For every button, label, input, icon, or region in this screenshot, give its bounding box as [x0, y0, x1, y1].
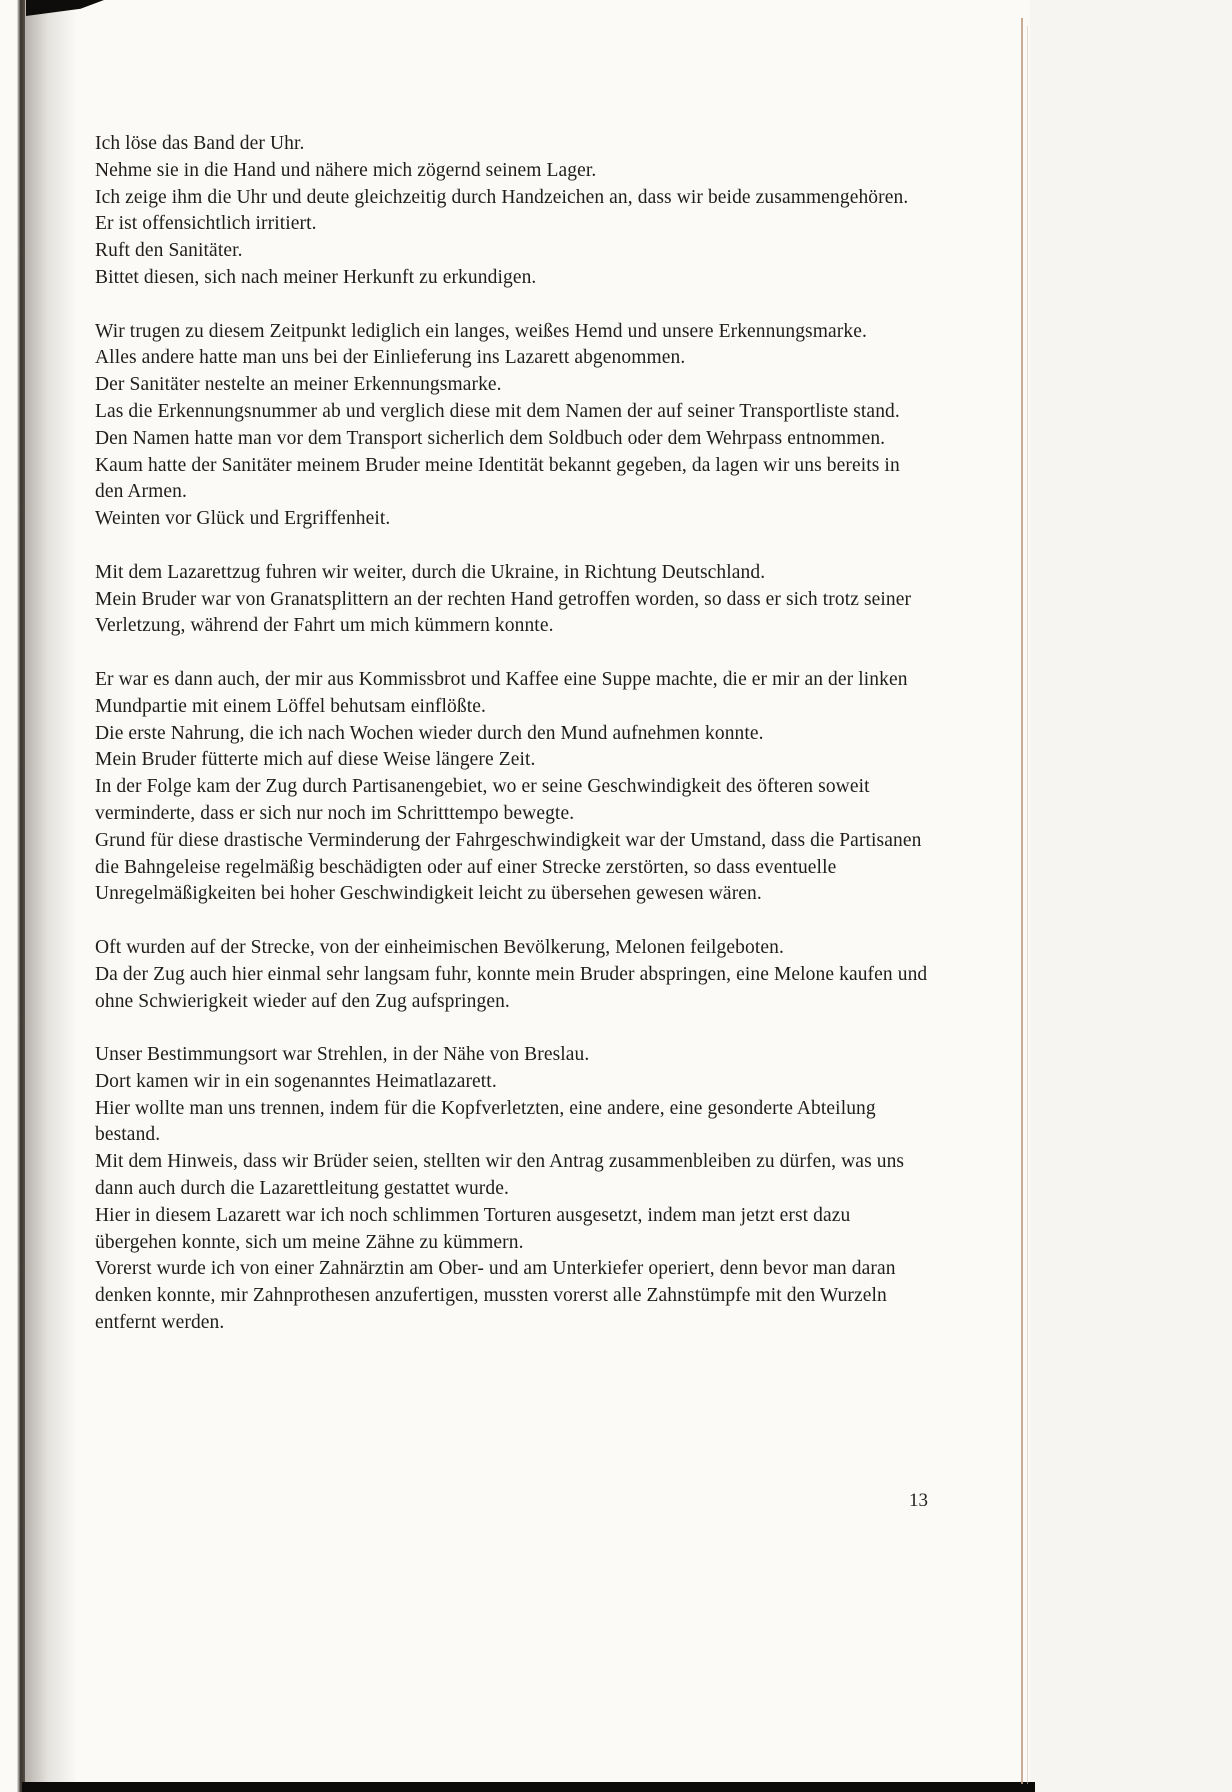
- sentence: Mit dem Lazarettzug fuhren wir weiter, durch die Ukraine, in Richtung Deutschland.: [95, 561, 766, 583]
- sentence: Bittet diesen, sich nach meiner Herkunft zu erkundigen.: [95, 266, 537, 288]
- paragraph: [95, 319, 928, 533]
- sentence: Ruft den Sanitäter.: [95, 240, 243, 262]
- sentence: Kaum hatte der Sanitäter meinem Bruder meine Identität bekannt gegeben, da lagen wir uns bereits in den Armen.: [95, 454, 900, 503]
- sentence: Die erste Nahrung, die ich nach Wochen wieder durch den Mund aufnehmen konnte.: [95, 722, 764, 744]
- sentence: Den Namen hatte man vor dem Transport sicherlich dem Soldbuch oder dem Wehrpass entnommen.: [95, 427, 886, 449]
- sentence: Las die Erkennungsnummer ab und verglich diese mit dem Namen der auf seiner Transportliste stand.: [95, 400, 900, 422]
- paragraph: [95, 131, 928, 292]
- scan-left-edge-strip: [17, 0, 25, 1792]
- page-edge-line-secondary: [1027, 26, 1028, 1784]
- sentence: Grund für diese drastische Verminderung der Fahrgeschwindigkeit war der Umstand, dass die Partisanen die Bahngeleise regelmäßig beschädigten oder auf einer Strecke zerstörten, so dass eventuelle Unregelmäßigkeiten bei hoher Geschwindigkeit leicht zu übersehen gewesen wären.: [95, 829, 922, 905]
- sentence: Da der Zug auch hier einmal sehr langsam fuhr, konnte mein Bruder abspringen, eine Melone kaufen und ohne Schwierigkeit wieder auf den Zug aufspringen.: [95, 963, 928, 1012]
- sentence: Ich löse das Band der Uhr.: [95, 133, 305, 154]
- sentence: Alles andere hatte man uns bei der Einlieferung ins Lazarett abgenommen.: [95, 347, 686, 369]
- scan-right-margin: [1030, 0, 1232, 1792]
- paragraph: [95, 1042, 928, 1337]
- sentence: Mein Bruder war von Granatsplittern an der rechten Hand getroffen worden, so dass er sich trotz seiner Verletzung, während der Fahrt um mich kümmern konnte.: [95, 588, 912, 637]
- sentence: Der Sanitäter nestelte an meiner Erkennungsmarke.: [95, 374, 502, 396]
- sentence: Mein Bruder fütterte mich auf diese Weise längere Zeit.: [95, 749, 536, 771]
- sentence: Ich zeige ihm die Uhr und deute gleichzeitig durch Handzeichen an, dass wir beide zusammengehören.: [95, 186, 909, 208]
- sentence: Unser Bestimmungsort war Strehlen, in der Nähe von Breslau.: [95, 1044, 590, 1066]
- paragraph: [95, 667, 928, 908]
- scan-bottom-edge-artifact: [22, 1782, 1035, 1792]
- book-gutter-shadow: [25, 0, 77, 1792]
- sentence: Vorerst wurde ich von einer Zahnärztin am Ober- und am Unterkiefer operiert, denn bevor man daran denken konnte, mir Zahnprothesen anzufertigen, mussten vorerst alle Zahnstümpfe mit den Wurzeln entfernt werden.: [95, 1258, 896, 1334]
- sentence: Weinten vor Glück und Ergriffenheit.: [95, 508, 391, 530]
- paragraph: [95, 560, 928, 640]
- sentence: Hier wollte man uns trennen, indem für die Kopfverletzten, eine andere, eine gesonderte Abteilung bestand.: [95, 1097, 876, 1146]
- sentence: Mit dem Hinweis, dass wir Brüder seien, stellten wir den Antrag zusammenbleiben zu dürfen, was uns dann auch durch die Lazarettleitung gestattet wurde.: [95, 1151, 905, 1200]
- sentence: Wir trugen zu diesem Zeitpunkt lediglich ein langes, weißes Hemd und unsere Erkennungsmarke.: [95, 320, 867, 342]
- sentence: Oft wurden auf der Strecke, von der einheimischen Bevölkerung, Melonen feilgeboten.: [95, 936, 784, 958]
- sentence: In der Folge kam der Zug durch Partisanengebiet, wo er seine Geschwindigkeit des öfteren soweit verminderte, dass er sich nur noch im Schritttempo bewegte.: [95, 776, 870, 824]
- sentence: Er ist offensichtlich irritiert.: [95, 213, 317, 235]
- sentence: Hier in diesem Lazarett war ich noch schlimmen Torturen ausgesetzt, indem man jetzt erst dazu übergehen konnte, sich um meine Zähne zu kümmern.: [95, 1204, 851, 1253]
- page-number: 13: [909, 1490, 928, 1511]
- paragraph: [95, 935, 928, 1015]
- page-edge-line: [1021, 18, 1023, 1784]
- sentence: Er war es dann auch, der mir aus Kommissbrot und Kaffee eine Suppe machte, die er mir an der linken Mundpartie mit einem Löffel behutsam einflößte.: [95, 668, 908, 717]
- sentence: Dort kamen wir in ein sogenanntes Heimatlazarett.: [95, 1070, 497, 1092]
- page-text: [95, 131, 928, 1364]
- sentence: Nehme sie in die Hand und nähere mich zögernd seinem Lager.: [95, 159, 597, 181]
